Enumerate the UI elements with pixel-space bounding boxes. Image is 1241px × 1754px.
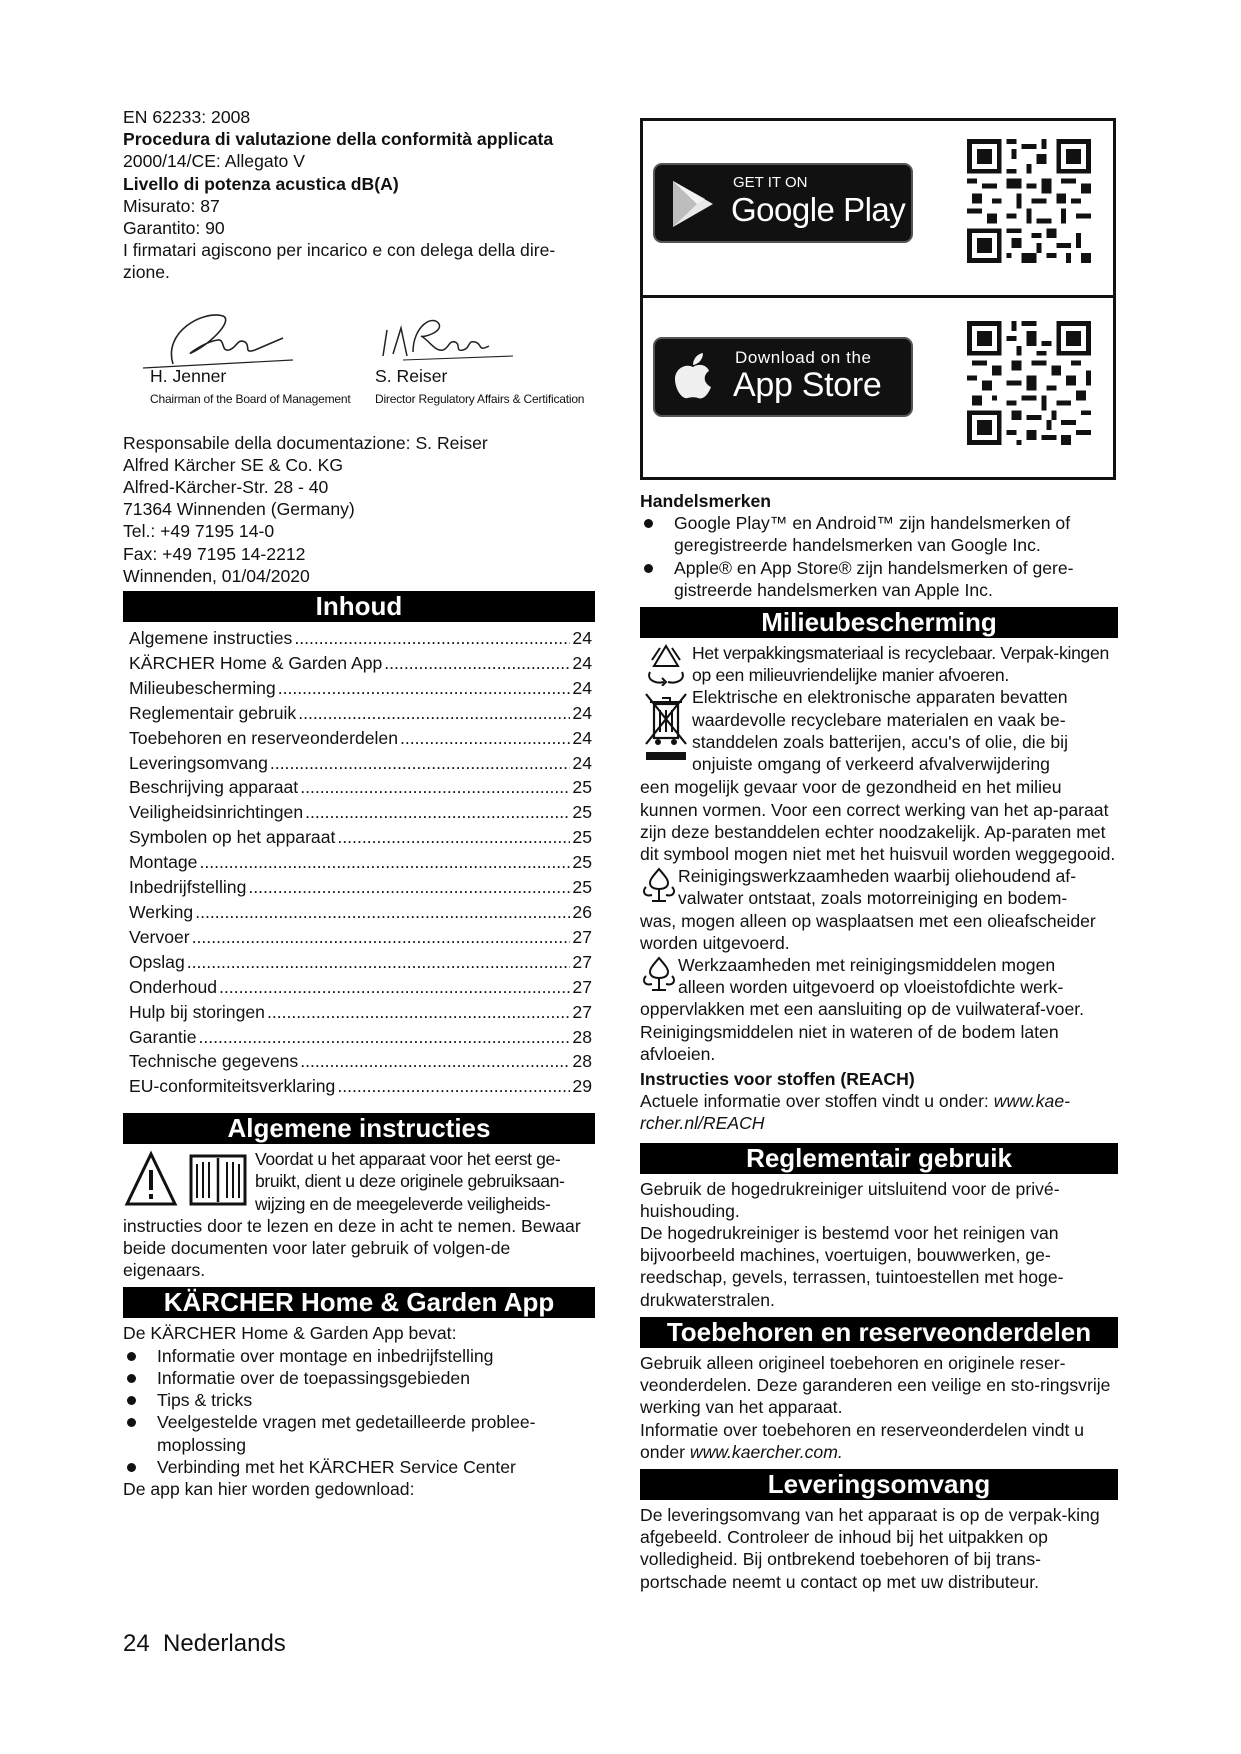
norm-reference: EN 62233: 2008	[123, 107, 251, 127]
accessories-header: Toebehoren en reserveonderdelen	[640, 1317, 1118, 1348]
toc-title: Technische gegevens	[129, 1051, 299, 1072]
scope-of-delivery-text: De leveringsomvang van het apparaat is op de verpak-king afgebeeld. Controleer de inhoud bij het uitpakken op volledigheid. Bij ontbrekend toebehoren of bij trans-portschade neemt u contact op met uw distributeur.	[640, 1504, 1100, 1592]
address-line: Tel.: +49 7195 14-0	[123, 521, 275, 542]
page-footer	[123, 1630, 286, 1658]
toc-entry[interactable]	[123, 1000, 595, 1025]
toc-page: 24	[572, 752, 592, 773]
toc-page: 24	[572, 677, 592, 698]
right-column	[640, 118, 1118, 1593]
oil-text: was, mogen alleen op wasplaatsen met een olieafscheider worden uitgevoerd.	[640, 910, 1096, 953]
general-instructions-line: bruikt, dient u deze originele gebruiksaan-	[255, 1171, 565, 1192]
toc-entry[interactable]	[123, 900, 595, 925]
address-line: Winnenden, 01/04/2020	[123, 565, 310, 586]
intended-use-text: Gebruik de hogedrukreiniger uitsluitend voor de privé-huishouding.	[640, 1178, 1060, 1221]
toc-entry[interactable]	[123, 925, 595, 950]
reach-text: Actuele informatie over stoffen vindt u onder:	[640, 1091, 989, 1112]
toc-title: Opslag	[129, 951, 185, 972]
recycling-note	[640, 642, 1118, 686]
toc-page: 25	[572, 777, 592, 798]
recycling-text: Het verpakkingsmateriaal is recyclebaar. Verpak-kingen op een milieuvriendelijke manier afvoeren.	[692, 643, 1110, 686]
reach-paragraph	[640, 1090, 1118, 1134]
toc-entry[interactable]	[123, 751, 595, 776]
oil-line: Reinigingswerkzaamheden waarbij oliehoudend af-	[678, 866, 1077, 887]
detergent-note	[640, 954, 1118, 998]
weee-line: standdelen zoals batterijen, accu's of olie, die bij	[692, 731, 1068, 752]
water-protection-icon	[640, 954, 678, 994]
left-column	[123, 106, 595, 1500]
signatory-2-name: S. Reiser	[375, 365, 448, 386]
signatory-1-role: Chairman of the Board of Management	[150, 391, 351, 406]
toc-page: 27	[572, 926, 592, 947]
weee-line: onjuiste omgang of verkeerd afvalverwijdering	[692, 754, 1050, 775]
toc-title: Veiligheidsinrichtingen	[129, 802, 304, 823]
toc-header: Inhoud	[123, 591, 595, 622]
signature-reiser	[363, 306, 523, 366]
oil-note	[640, 865, 1118, 909]
toc-title: Milieubescherming	[129, 677, 276, 698]
app-store-qr-code[interactable]	[967, 321, 1091, 445]
weee-text: een mogelijk gevaar voor de gezondheid en het milieu kunnen vormen. Voor een correct werking van het ap-paraat zijn deze bestanddelen echter noodzakelijk. Ap-paraten met dit symbool mogen niet met het huisvuil worden weggegooid.	[640, 777, 1116, 865]
procedure-value: 2000/14/CE: Allegato V	[123, 151, 305, 172]
toc-entry[interactable]	[123, 651, 595, 676]
toc-title: Hulp bij storingen	[129, 1001, 265, 1022]
toc-page: 27	[572, 1001, 592, 1022]
toc-title: Leveringsomvang	[129, 752, 268, 773]
accessories-text: Informatie over toebehoren en reserveonderdelen vindt u onder	[640, 1419, 1085, 1462]
toc-entry[interactable]	[123, 726, 595, 751]
toc-entry[interactable]	[123, 676, 595, 701]
google-play-icon	[669, 179, 717, 229]
signature-jenner	[133, 302, 323, 372]
procedure-heading: Procedura di valutazione della conformità applicata	[123, 129, 554, 150]
detergent-line: alleen worden uitgevoerd op vloeistofdichte werk-	[678, 977, 1064, 998]
accessories-link[interactable]: www.kaercher.com.	[689, 1441, 843, 1462]
app-store-box	[640, 118, 1116, 480]
toc-title: Werking	[129, 902, 194, 923]
trademarks-list	[640, 512, 1118, 601]
toc-page: 25	[572, 827, 592, 848]
crossed-bin-icon	[640, 686, 692, 776]
weee-line: Elektrische en elektronische apparaten bevatten	[692, 687, 1068, 708]
toc-title: Symbolen op het apparaat	[129, 827, 336, 848]
toc-entry[interactable]	[123, 850, 595, 875]
toc-entry[interactable]	[123, 875, 595, 900]
trademarks-heading: Handelsmerken	[640, 491, 772, 511]
page-number: 24	[123, 1630, 150, 1657]
toc-title: Algemene instructies	[129, 628, 293, 649]
accessories-text: Gebruik alleen origineel toebehoren en originele reser-veonderdelen. Deze garanderen een veilige en sto-ringsvrije werking van het apparaat.	[640, 1352, 1111, 1418]
address-line: Fax: +49 7195 14-2212	[123, 543, 306, 564]
warning-manual-icon	[123, 1148, 255, 1212]
toc-title: KÄRCHER Home & Garden App	[129, 652, 383, 673]
weee-note	[640, 686, 1118, 776]
sound-power-heading: Livello di potenza acustica dB(A)	[123, 173, 399, 194]
address-line: Responsabile della documentazione: S. Reiser	[123, 432, 488, 453]
water-protection-icon	[640, 865, 678, 905]
signatory-1	[150, 366, 350, 406]
toc-entry[interactable]	[123, 1074, 595, 1099]
general-instructions-header: Algemene instructies	[123, 1113, 595, 1144]
app-header: KÄRCHER Home & Garden App	[123, 1287, 595, 1318]
toc-entry[interactable]	[123, 950, 595, 975]
signatory-2	[375, 366, 584, 406]
toc-entry[interactable]	[123, 975, 595, 1000]
list-item: Informatie over montage en inbedrijfstelling	[123, 1345, 595, 1367]
list-item: Apple® en App Store® zijn handelsmerken of gere-gistreerde handelsmerken van Apple Inc.	[640, 557, 1118, 601]
google-play-title: Google Play	[731, 191, 906, 228]
toc-title: Onderhoud	[129, 976, 218, 997]
google-play-badge[interactable]	[653, 163, 913, 243]
list-item: Tips & tricks	[123, 1389, 595, 1411]
app-download-note: De app kan hier worden gedownload:	[123, 1478, 415, 1499]
apple-logo-icon	[673, 351, 713, 401]
scope-of-delivery-header: Leveringsomvang	[640, 1469, 1118, 1500]
toc-entry[interactable]	[123, 701, 595, 726]
toc-page: 29	[572, 1076, 592, 1097]
toc-title: Beschrijving apparaat	[129, 777, 299, 798]
app-store-title: App Store	[733, 366, 882, 404]
list-item: Google Play™ en Android™ zijn handelsmerken of geregistreerde handelsmerken van Google Inc.	[640, 512, 1118, 556]
oil-line: valwater ontstaat, zoals motorreiniging en bodem-	[678, 888, 1068, 909]
app-intro: De KÄRCHER Home & Garden App bevat:	[123, 1323, 457, 1344]
footer-language: Nederlands	[163, 1630, 286, 1657]
toc-page: 24	[572, 628, 592, 649]
toc-entry[interactable]	[123, 1025, 595, 1050]
weee-line: waardevolle recyclebare materialen en vaak be-	[692, 709, 1066, 730]
toc-title: Vervoer	[129, 926, 190, 947]
toc-page: 27	[572, 951, 592, 972]
address-line: 71364 Winnenden (Germany)	[123, 499, 355, 520]
detergent-text: oppervlakken met een aansluiting op de vuilwateraf-voer. Reinigingsmiddelen niet in wateren of de bodem laten afvloeien.	[640, 999, 1085, 1064]
toc-page: 24	[572, 727, 592, 748]
signatory-2-role: Director Regulatory Affairs & Certification	[375, 391, 585, 406]
list-item: Informatie over de toepassingsgebieden	[123, 1367, 595, 1389]
environment-header: Milieubescherming	[640, 607, 1118, 638]
toc-page: 25	[572, 802, 592, 823]
app-store-badge[interactable]	[653, 337, 913, 417]
google-play-qr-code[interactable]	[967, 139, 1091, 263]
toc-title: Montage	[129, 852, 198, 873]
signature-block	[123, 302, 595, 432]
general-instructions-line: wijzing en de meegeleverde veiligheids-	[255, 1193, 551, 1214]
reach-link[interactable]: www.kae-rcher.nl/REACH	[640, 1091, 1070, 1134]
general-instructions-line: Voordat u het apparaat voor het eerst ge-	[255, 1149, 561, 1170]
google-play-small: GET IT ON	[733, 174, 808, 191]
measured-value: Misurato: 87	[123, 195, 220, 216]
store-box-divider	[643, 295, 1113, 298]
intended-use-header: Reglementair gebruik	[640, 1143, 1118, 1174]
recycling-icon	[640, 642, 692, 686]
toc-title: Toebehoren en reserveonderdelen	[129, 727, 398, 748]
signatory-1-name: H. Jenner	[150, 365, 227, 386]
toc-title: Reglementair gebruik	[129, 702, 297, 723]
toc-page: 28	[572, 1026, 592, 1047]
general-instructions-text: instructies door te lezen en deze in acht te nemen. Bewaar beide documenten voor later gebruik of volgen-de eigenaars.	[123, 1215, 581, 1281]
list-item: Veelgestelde vragen met gedetailleerde problee-moplossing	[123, 1411, 595, 1455]
toc-page: 28	[572, 1051, 592, 1072]
app-store-small: Download on the	[735, 348, 872, 367]
table-of-contents	[123, 626, 595, 1099]
intended-use-text: De hogedrukreiniger is bestemd voor het reinigen van bijvoorbeeld machines, voertuigen, bouwwerken, ge-reedschap, gevels, terrassen, tuintoestellen met hoge-drukwaterstralen.	[640, 1223, 1064, 1310]
toc-entry[interactable]	[123, 775, 595, 800]
reach-heading: Instructies voor stoffen (REACH)	[640, 1069, 915, 1090]
toc-entry[interactable]	[123, 626, 595, 651]
address-line: Alfred-Kärcher-Str. 28 - 40	[123, 477, 329, 498]
toc-page: 25	[572, 852, 592, 873]
toc-title: Inbedrijfstelling	[129, 877, 247, 898]
accessories-paragraph	[640, 1419, 1118, 1463]
address-block	[123, 432, 595, 587]
toc-page: 24	[572, 702, 592, 723]
toc-page: 24	[572, 652, 592, 673]
toc-title: Garantie	[129, 1026, 197, 1047]
signatories-note: I firmatari agiscono per incarico e con delega della dire-zione.	[123, 240, 556, 283]
toc-title: EU-conformiteitsverklaring	[129, 1076, 336, 1097]
toc-page: 27	[572, 976, 592, 997]
toc-page: 26	[572, 902, 592, 923]
detergent-line: Werkzaamheden met reinigingsmiddelen mogen	[678, 955, 1056, 976]
toc-entry[interactable]	[123, 1049, 595, 1074]
toc-page: 25	[572, 877, 592, 898]
address-line: Alfred Kärcher SE & Co. KG	[123, 454, 344, 475]
toc-entry[interactable]	[123, 800, 595, 825]
app-feature-list	[123, 1345, 595, 1478]
toc-entry[interactable]	[123, 825, 595, 850]
list-item: Verbinding met het KÄRCHER Service Center	[123, 1456, 595, 1478]
general-instructions-intro	[123, 1148, 595, 1215]
guaranteed-value: Garantito: 90	[123, 218, 225, 239]
